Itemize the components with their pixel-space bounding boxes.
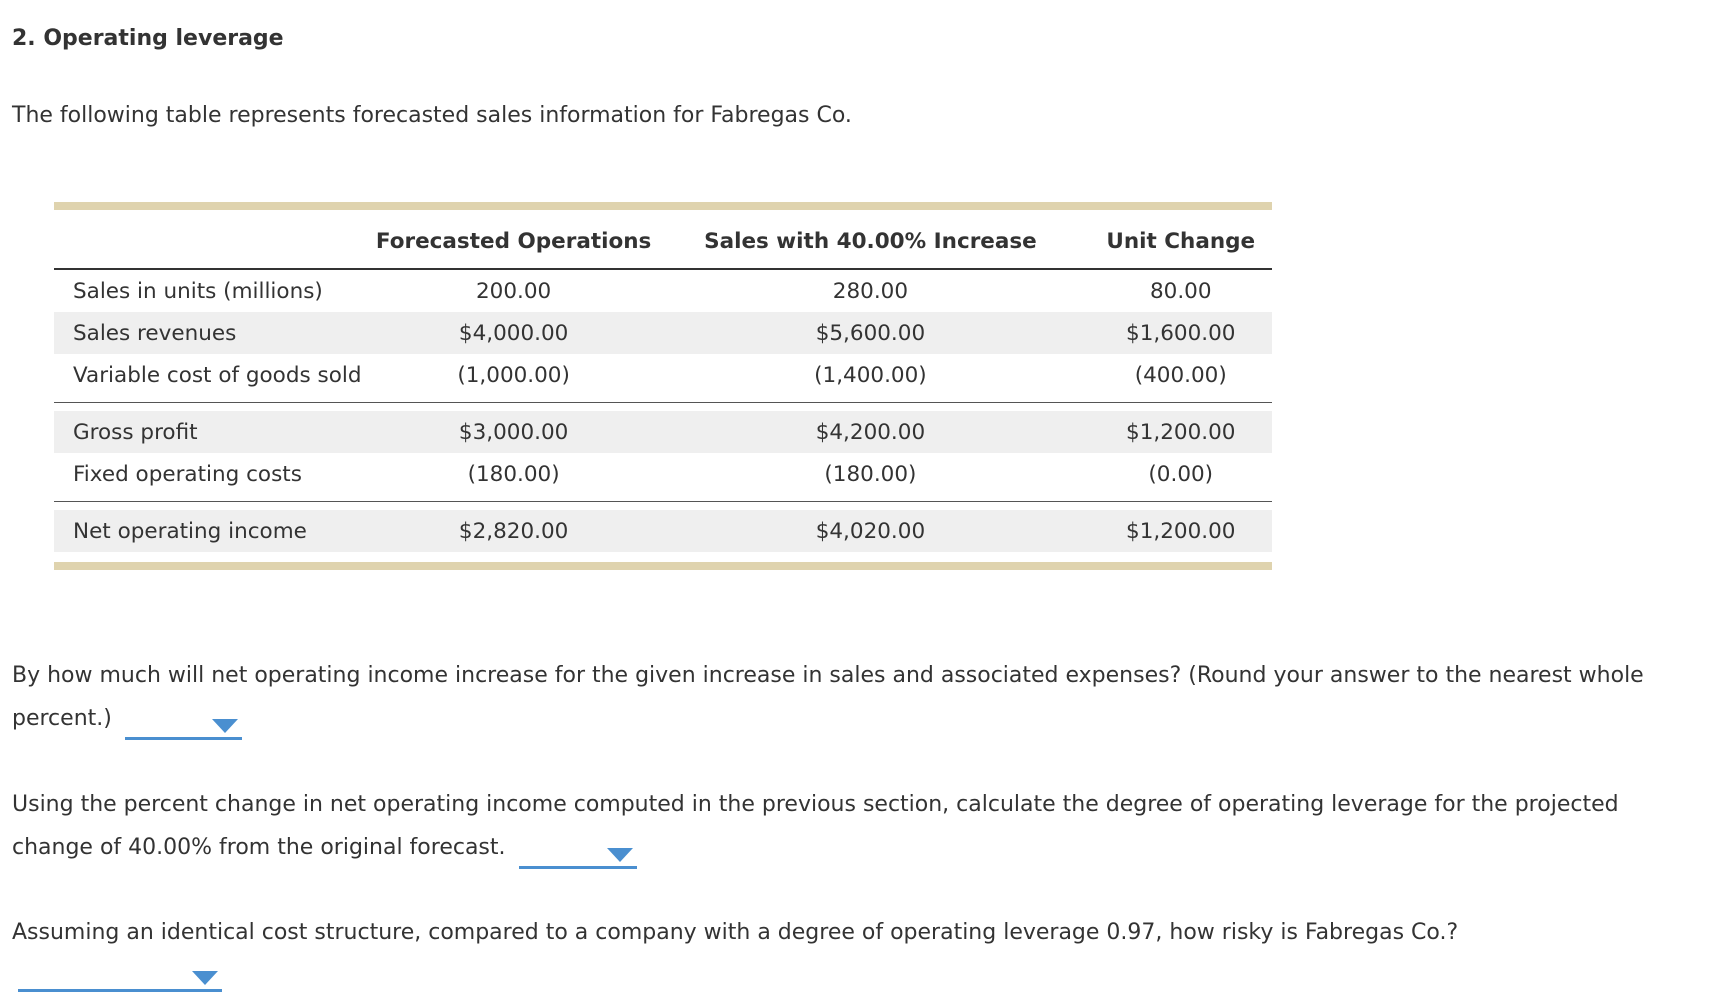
row-label: Net operating income [54,510,376,552]
table-gap [54,502,1272,511]
cell-forecast: 200.00 [476,278,552,304]
cell-increase: $4,200.00 [651,411,1089,453]
cell-forecast: $3,000.00 [376,411,651,453]
question-risk [12,911,1702,954]
cell-change: $1,200.00 [1090,411,1273,453]
cell-forecast: (180.00) [467,461,560,487]
table-bottom-bar [54,562,1272,570]
question-text: Using the percent change in net operating income computed in the previous section, calculate the degree of operating leverage for the projected change of 40.00% from the original forecast. [12,792,1619,860]
forecast-table [54,202,1272,570]
table-row [54,354,1272,396]
table-row [54,510,1272,552]
cell-increase: $4,020.00 [651,510,1089,552]
row-label: Gross profit [54,411,376,453]
cell-increase: $5,600.00 [651,312,1089,354]
table-row [54,312,1272,354]
cell-increase: (180.00) [824,461,917,487]
row-label: Sales revenues [54,312,376,354]
row-label: Sales in units (millions) [73,278,323,304]
row-label: Fixed operating costs [73,461,302,487]
question-dol [12,783,1702,869]
chevron-down-icon [192,971,218,985]
header-label [54,210,376,269]
cell-forecast: $2,820.00 [376,510,651,552]
table-header-row [54,210,1272,269]
table-gap [54,403,1272,412]
cell-change: (400.00) [1134,362,1227,388]
risk-dropdown[interactable] [18,961,222,992]
table-row [54,411,1272,453]
risk-dropdown-wrap [18,961,222,992]
cell-change: 80.00 [1149,278,1212,304]
question-text: Assuming an identical cost structure, compared to a company with a degree of operating leverage 0.97, how risky is Fabregas Co.? [12,920,1459,945]
chevron-down-icon [212,719,238,733]
cell-increase: 280.00 [832,278,909,304]
question-text: By how much will net operating income increase for the given increase in sales and associated expenses? (Round your answer to the nearest whole percent.) [12,663,1644,731]
table-row [54,269,1272,312]
row-label: Variable cost of goods sold [73,362,362,388]
cell-change: (0.00) [1148,461,1214,487]
cell-forecast: $4,000.00 [376,312,651,354]
table-top-bar [54,202,1272,210]
question-noi-increase [12,654,1702,740]
table-row [54,453,1272,495]
noi-increase-dropdown[interactable] [125,709,242,740]
header-unit-change: Unit Change [1090,210,1273,269]
cell-forecast: (1,000.00) [457,362,570,388]
chevron-down-icon [607,848,633,862]
header-forecasted-operations: Forecasted Operations [376,210,651,269]
cell-change: $1,600.00 [1090,312,1273,354]
intro-text: The following table represents forecasted sales information for Fabregas Co. [12,103,852,128]
cell-change: $1,200.00 [1090,510,1273,552]
page-title: 2. Operating leverage [12,26,284,51]
dol-dropdown[interactable] [519,838,637,869]
cell-increase: (1,400.00) [814,362,927,388]
forecast-data-table [54,210,1272,552]
header-sales-increase: Sales with 40.00% Increase [651,210,1089,269]
